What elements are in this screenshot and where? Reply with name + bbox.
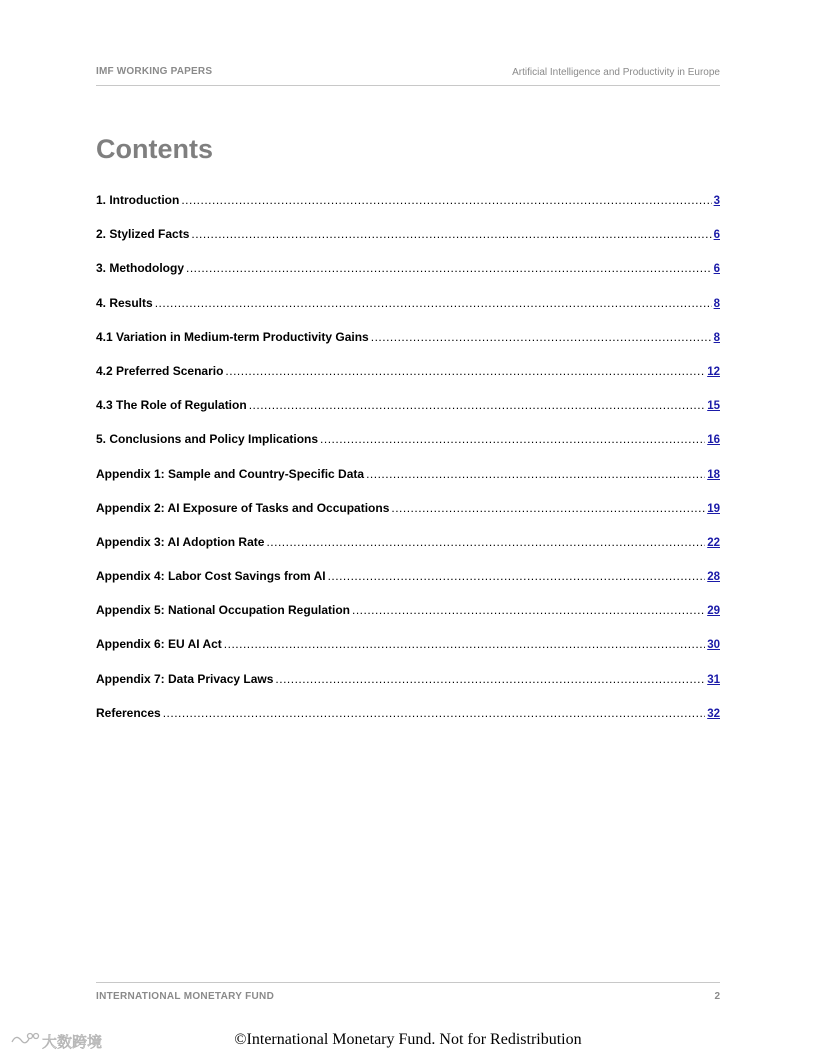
toc-page-link[interactable]: 19 <box>707 502 720 515</box>
toc-entry[interactable] <box>96 398 720 432</box>
toc-page-link[interactable]: 3 <box>713 195 720 207</box>
toc-entry[interactable] <box>96 296 720 330</box>
toc-leader-dots <box>191 227 711 241</box>
toc-page-link[interactable]: 8 <box>713 297 720 310</box>
toc-entry-label: Appendix 4: Labor Cost Savings from AI <box>96 569 326 584</box>
toc-entry-label: Appendix 2: AI Exposure of Tasks and Occupations <box>96 500 390 515</box>
toc-page-link[interactable]: 18 <box>707 468 720 481</box>
toc-entry[interactable] <box>96 569 720 603</box>
watermark-text: 大数跨境 <box>42 1033 103 1051</box>
paper-title: Artificial Intelligence and Productivity in Europe <box>512 67 720 78</box>
toc-entry[interactable] <box>96 501 720 535</box>
toc-entry[interactable] <box>96 364 720 398</box>
toc-entry[interactable] <box>96 672 720 706</box>
toc-leader-dots <box>249 398 706 412</box>
page-header <box>96 66 720 86</box>
toc-page-link[interactable]: 6 <box>713 263 720 276</box>
toc-entry[interactable] <box>96 432 720 466</box>
toc-entry-label: 4.1 Variation in Medium-term Productivity Gains <box>96 329 369 344</box>
toc-entry[interactable] <box>96 227 720 261</box>
toc-entry[interactable] <box>96 637 720 671</box>
toc-entry[interactable] <box>96 261 720 295</box>
toc-entry[interactable] <box>96 603 720 637</box>
toc-leader-dots <box>391 501 705 515</box>
toc-entry-label: 1. Introduction <box>96 193 180 207</box>
toc-entry-label: References <box>96 705 161 720</box>
toc-page-link[interactable]: 32 <box>707 707 720 720</box>
series-title: IMF WORKING PAPERS <box>96 66 213 77</box>
toc-leader-dots <box>328 569 706 583</box>
toc-entry-label: 4.2 Preferred Scenario <box>96 363 224 378</box>
toc-page-link[interactable]: 16 <box>707 434 720 447</box>
toc-leader-dots <box>366 467 705 481</box>
toc-page-link[interactable]: 29 <box>707 605 720 618</box>
toc-leader-dots <box>155 296 712 310</box>
page-footer <box>96 982 720 1003</box>
toc-entry[interactable] <box>96 706 720 740</box>
toc-page-link[interactable]: 6 <box>713 229 720 242</box>
toc-leader-dots <box>225 364 705 378</box>
toc-page-link[interactable]: 31 <box>707 673 720 686</box>
copyright-notice: ©International Monetary Fund. Not for Redistribution <box>234 1031 582 1048</box>
toc-entry[interactable] <box>96 467 720 501</box>
toc-entry-label: Appendix 5: National Occupation Regulation <box>96 603 351 618</box>
toc-leader-dots <box>275 672 705 686</box>
table-of-contents <box>96 193 720 740</box>
toc-leader-dots <box>224 637 705 651</box>
toc-page-link[interactable]: 28 <box>707 571 720 584</box>
toc-leader-dots <box>320 432 705 446</box>
toc-leader-dots <box>371 330 712 344</box>
page-number: 2 <box>714 991 720 1002</box>
toc-entry-label: Appendix 3: AI Adoption Rate <box>96 534 265 549</box>
toc-entry-label: Appendix 7: Data Privacy Laws <box>96 671 274 686</box>
publisher-name: INTERNATIONAL MONETARY FUND <box>96 991 275 1002</box>
toc-page-link[interactable]: 8 <box>713 331 720 344</box>
toc-leader-dots <box>266 535 705 549</box>
toc-entry-label: 4.3 The Role of Regulation <box>96 398 247 413</box>
toc-leader-dots <box>186 261 712 275</box>
toc-page-link[interactable]: 30 <box>707 639 720 652</box>
toc-leader-dots <box>163 706 705 720</box>
toc-page-link[interactable]: 15 <box>707 400 720 413</box>
toc-entry[interactable] <box>96 330 720 364</box>
toc-entry-label: 5. Conclusions and Policy Implications <box>96 432 319 447</box>
page-title: Contents <box>96 134 213 164</box>
toc-entry[interactable] <box>96 193 720 227</box>
toc-entry-label: Appendix 1: Sample and Country-Specific Data <box>96 466 365 481</box>
toc-leader-dots <box>352 603 705 617</box>
toc-entry-label: 3. Methodology <box>96 261 184 276</box>
toc-entry[interactable] <box>96 535 720 569</box>
toc-leader-dots <box>181 193 711 207</box>
toc-entry-label: 2. Stylized Facts <box>96 227 190 242</box>
toc-page-link[interactable]: 22 <box>707 536 720 549</box>
toc-page-link[interactable]: 12 <box>707 365 720 378</box>
toc-entry-label: 4. Results <box>96 295 153 310</box>
toc-entry-label: Appendix 6: EU AI Act <box>96 637 222 652</box>
